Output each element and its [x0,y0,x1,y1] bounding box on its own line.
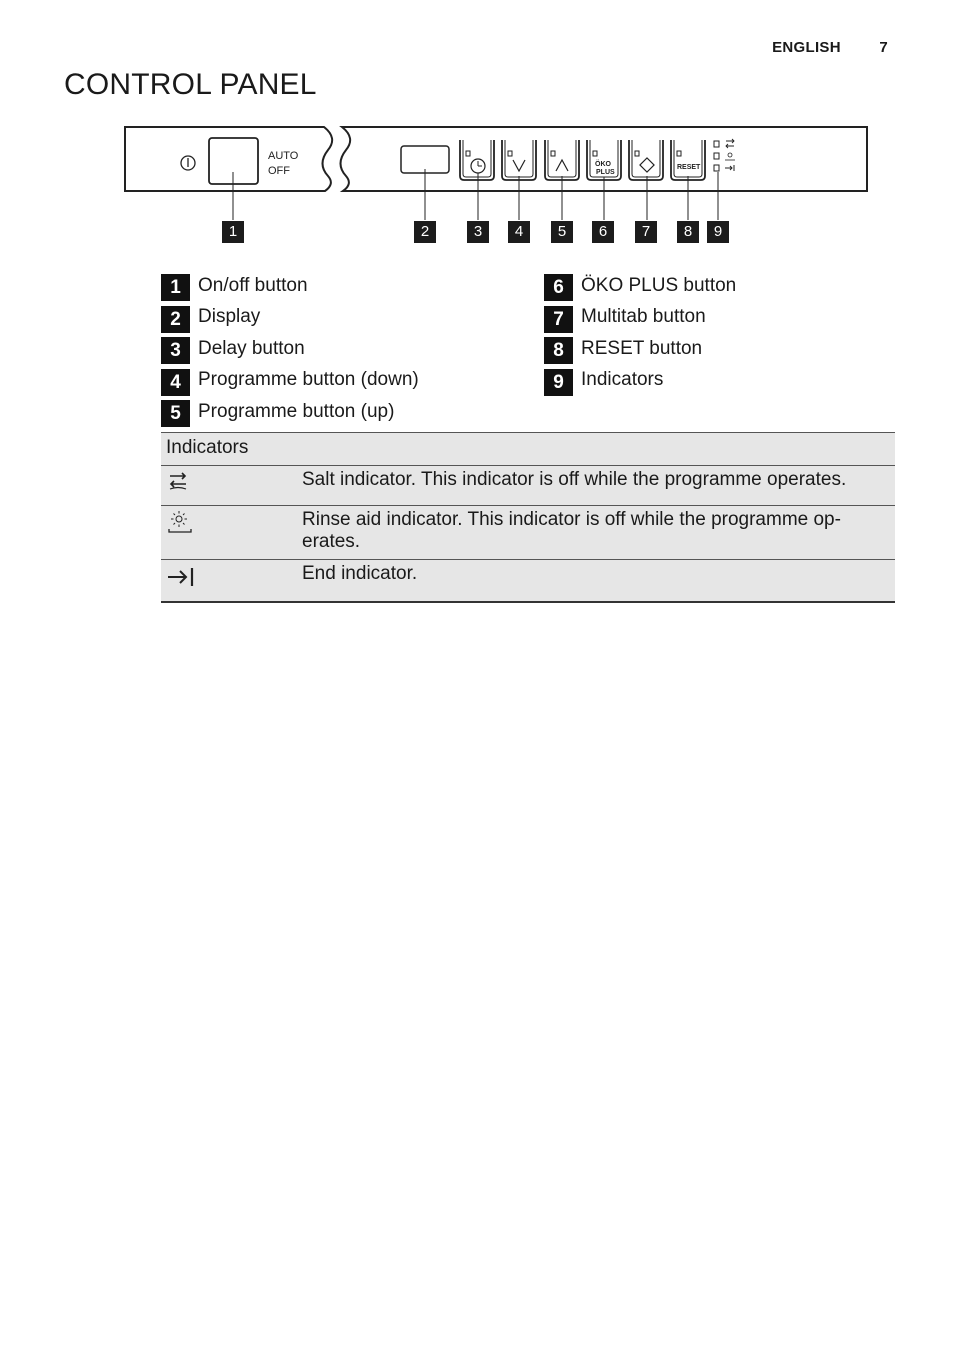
legend-item [161,396,419,428]
legend-number: 5 [161,400,190,427]
legend-item [544,270,736,302]
salt-description: Salt indicator. This indicator is off while the programme operates. [297,466,895,506]
page-title: CONTROL PANEL [64,68,317,101]
callout-8: 8 [677,221,699,243]
end-icon [166,563,198,589]
language-label: ENGLISH [772,39,841,56]
legend-item [161,333,419,365]
end-description: End indicator. [297,560,895,603]
callout-2: 2 [414,221,436,243]
callout-9: 9 [707,221,729,243]
legend-label: Programme button (up) [198,400,395,422]
table-row [161,506,895,560]
control-panel-diagram [120,120,880,250]
legend-item [161,365,419,397]
callout-7: 7 [635,221,657,243]
indicators-table [161,432,895,603]
legend-number: 7 [544,306,573,333]
legend-label: ÖKO PLUS button [581,274,737,296]
legend-number: 6 [544,274,573,301]
legend-label: Display [198,306,261,328]
table-row [161,466,895,506]
callout-1: 1 [222,221,244,243]
legend-item [544,333,736,365]
page-number: 7 [879,39,888,56]
display-shape [401,146,449,173]
legend-label: Indicators [581,369,664,391]
rinse-aid-icon-cell [161,506,297,560]
table-row [161,560,895,603]
legend-label: On/off button [198,274,308,296]
legend-left [161,270,419,428]
legend-item [544,365,736,397]
legend-label: Programme button (down) [198,369,419,391]
salt-icon-cell [161,466,297,506]
legend-item [161,302,419,334]
legend-number: 3 [161,337,190,364]
salt-icon [166,469,190,493]
off-label: OFF [268,165,290,177]
table-header-row [161,433,895,466]
rinse-aid-description-line2: erates. [302,531,361,552]
oko-label: ÖKO [595,161,611,168]
rinse-aid-description-line1: Rinse aid indicator. This indicator is off while the programme op- [302,509,841,530]
callout-4: 4 [508,221,530,243]
legend-label: RESET button [581,337,703,359]
end-icon-cell [161,560,297,603]
legend-item [544,302,736,334]
legend-right [544,270,736,396]
table-header: Indicators [161,433,895,466]
page-header [772,39,888,56]
rinse-aid-icon [166,509,194,537]
legend-label: Multitab button [581,306,706,328]
callout-5: 5 [551,221,573,243]
callout-3: 3 [467,221,489,243]
legend-item [161,270,419,302]
legend-number: 9 [544,369,573,396]
callout-6: 6 [592,221,614,243]
rinse-aid-description [297,506,895,560]
legend-number: 8 [544,337,573,364]
reset-label: RESET [677,164,701,171]
legend-number: 1 [161,274,190,301]
auto-label: AUTO [268,150,299,162]
legend-number: 4 [161,369,190,396]
plus-label: PLUS [596,169,615,176]
legend-label: Delay button [198,337,305,359]
legend-number: 2 [161,306,190,333]
